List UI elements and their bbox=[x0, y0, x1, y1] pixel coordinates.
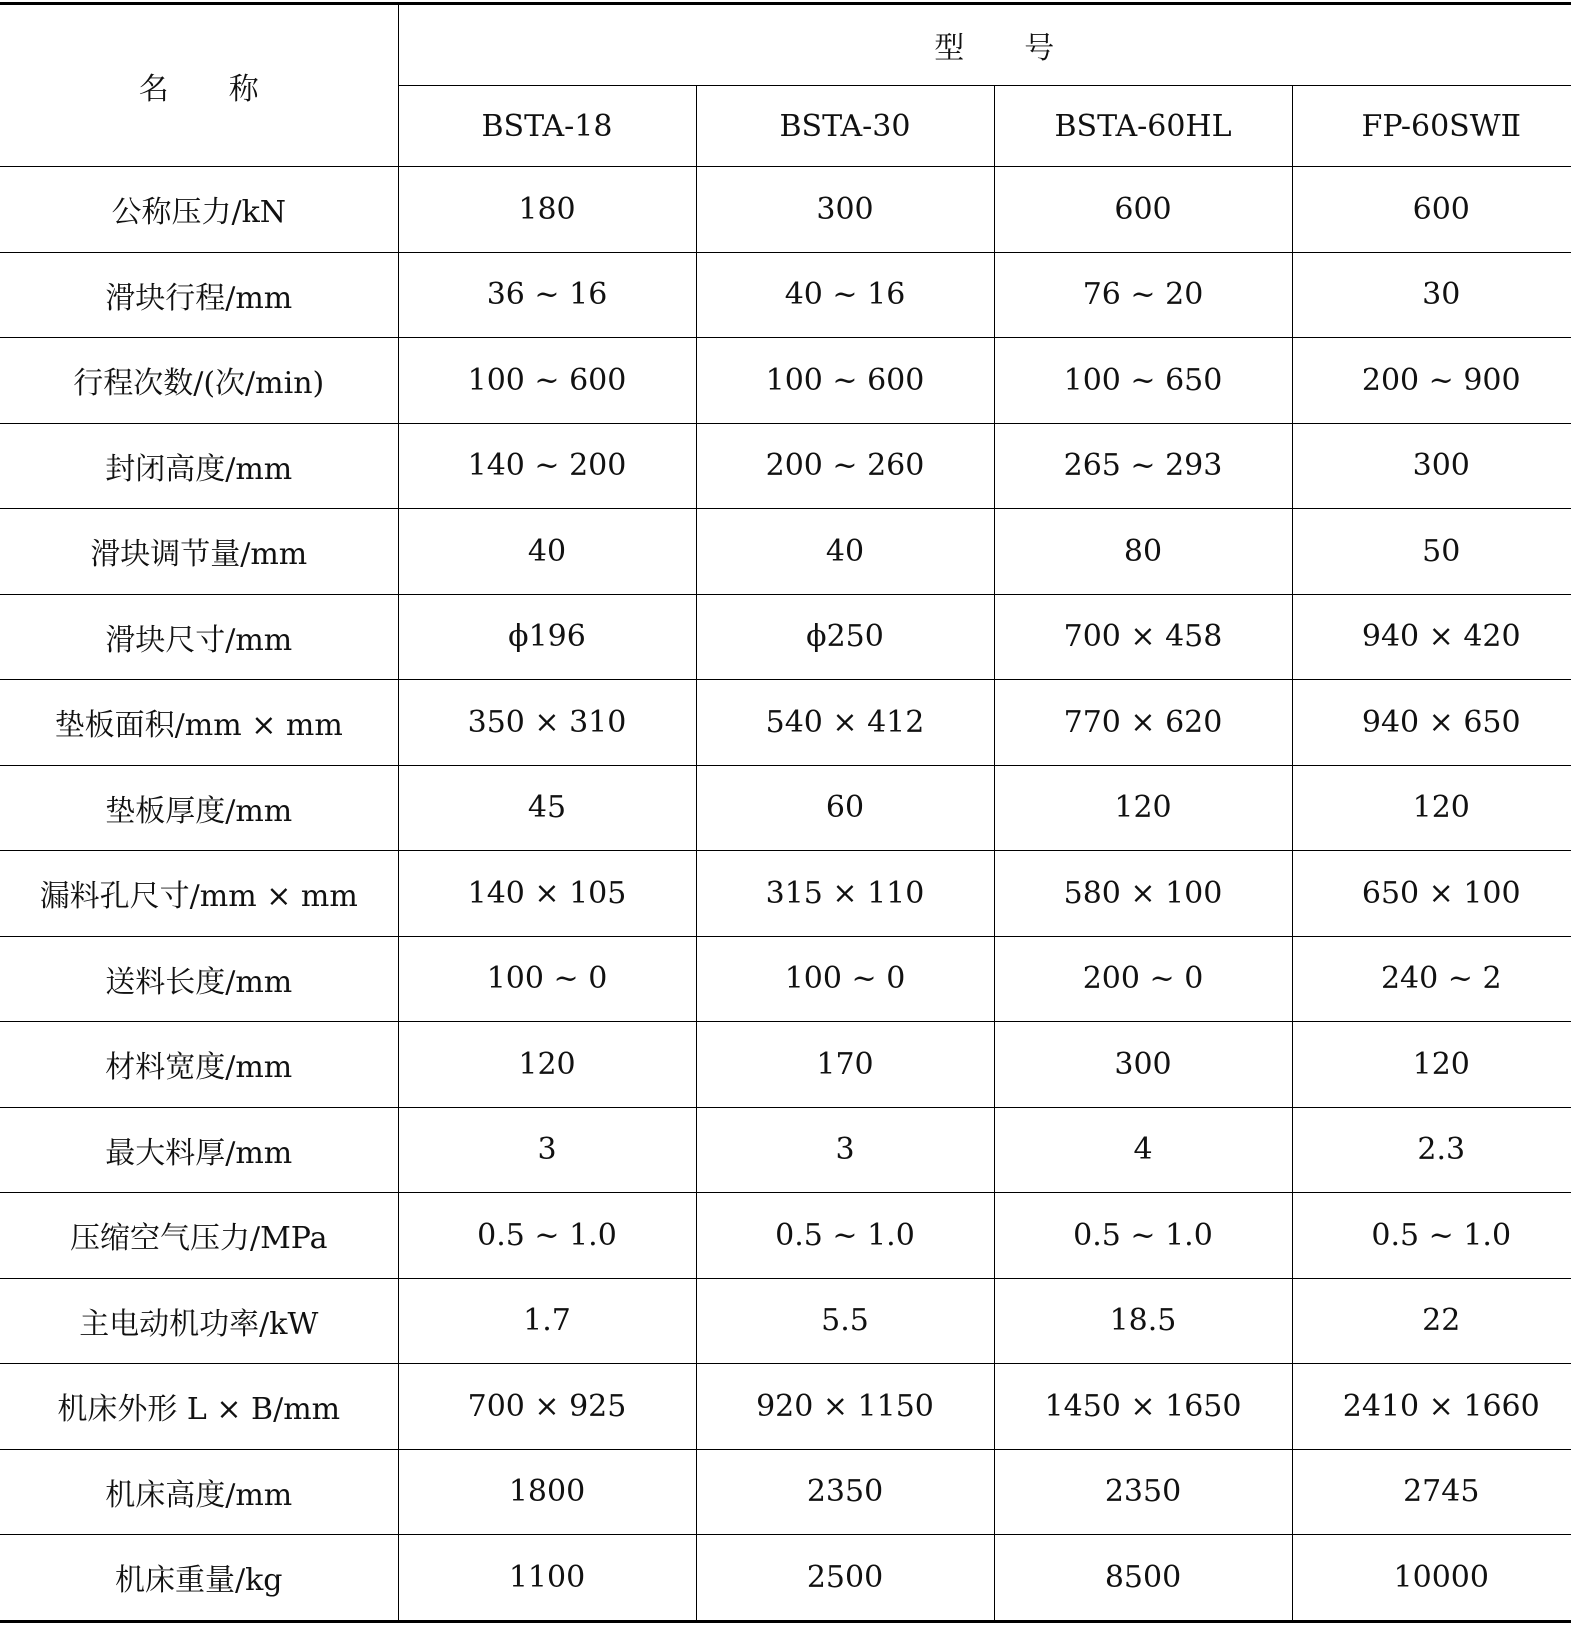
spec-value: 0.5 ~ 1.0 bbox=[994, 1193, 1292, 1279]
spec-value: 80 bbox=[994, 509, 1292, 595]
spec-value: 40 bbox=[398, 509, 696, 595]
spec-value: 2500 bbox=[696, 1535, 994, 1622]
spec-value: 920 × 1150 bbox=[696, 1364, 994, 1450]
spec-value: 10000 bbox=[1292, 1535, 1571, 1622]
spec-value: 120 bbox=[1292, 1022, 1571, 1108]
spec-value: 45 bbox=[398, 765, 696, 851]
spec-value: 1100 bbox=[398, 1535, 696, 1622]
spec-value: ϕ196 bbox=[398, 594, 696, 680]
spec-value: 770 × 620 bbox=[994, 680, 1292, 766]
table-body bbox=[0, 167, 1571, 1622]
spec-value: 22 bbox=[1292, 1278, 1571, 1364]
name-column-header: 名 称 bbox=[0, 4, 398, 167]
spec-value: 120 bbox=[994, 765, 1292, 851]
row-label: 垫板面积/mm × mm bbox=[0, 680, 398, 766]
table-row bbox=[0, 1364, 1571, 1450]
spec-value: 76 ~ 20 bbox=[994, 252, 1292, 338]
table-row bbox=[0, 1022, 1571, 1108]
spec-value: 140 ~ 200 bbox=[398, 423, 696, 509]
row-label: 送料长度/mm bbox=[0, 936, 398, 1022]
spec-value: 2.3 bbox=[1292, 1107, 1571, 1193]
row-label: 压缩空气压力/MPa bbox=[0, 1193, 398, 1279]
spec-value: 0.5 ~ 1.0 bbox=[1292, 1193, 1571, 1279]
spec-value: 50 bbox=[1292, 509, 1571, 595]
row-label: 行程次数/(次/min) bbox=[0, 338, 398, 424]
row-label: 机床重量/kg bbox=[0, 1535, 398, 1622]
spec-value: 200 ~ 260 bbox=[696, 423, 994, 509]
spec-value: 100 ~ 650 bbox=[994, 338, 1292, 424]
model-group-header: 型 号 bbox=[398, 4, 1571, 86]
row-label: 垫板厚度/mm bbox=[0, 765, 398, 851]
row-label: 主电动机功率/kW bbox=[0, 1278, 398, 1364]
press-spec-table bbox=[0, 2, 1571, 1623]
spec-value: 8500 bbox=[994, 1535, 1292, 1622]
spec-value: 100 ~ 600 bbox=[398, 338, 696, 424]
spec-value: 100 ~ 600 bbox=[696, 338, 994, 424]
model-header-bsta-60hl: BSTA-60HL bbox=[994, 86, 1292, 167]
header-row-1 bbox=[0, 4, 1571, 86]
table-row bbox=[0, 1193, 1571, 1279]
table-row bbox=[0, 338, 1571, 424]
spec-value: 40 bbox=[696, 509, 994, 595]
table-row bbox=[0, 1535, 1571, 1622]
spec-value: 18.5 bbox=[994, 1278, 1292, 1364]
row-label: 封闭高度/mm bbox=[0, 423, 398, 509]
spec-value: 2410 × 1660 bbox=[1292, 1364, 1571, 1450]
row-label: 机床高度/mm bbox=[0, 1449, 398, 1535]
table-row bbox=[0, 509, 1571, 595]
spec-value: 140 × 105 bbox=[398, 851, 696, 937]
spec-value: 700 × 925 bbox=[398, 1364, 696, 1450]
spec-value: 200 ~ 0 bbox=[994, 936, 1292, 1022]
row-label: 滑块尺寸/mm bbox=[0, 594, 398, 680]
spec-value: 700 × 458 bbox=[994, 594, 1292, 680]
spec-value: 315 × 110 bbox=[696, 851, 994, 937]
spec-value: 300 bbox=[696, 167, 994, 253]
spec-value: 3 bbox=[696, 1107, 994, 1193]
spec-value: 2350 bbox=[696, 1449, 994, 1535]
spec-value: 170 bbox=[696, 1022, 994, 1108]
table-row bbox=[0, 680, 1571, 766]
table-row bbox=[0, 1449, 1571, 1535]
spec-value: 200 ~ 900 bbox=[1292, 338, 1571, 424]
spec-value: 540 × 412 bbox=[696, 680, 994, 766]
spec-value: 100 ~ 0 bbox=[398, 936, 696, 1022]
spec-value: 60 bbox=[696, 765, 994, 851]
spec-value: 300 bbox=[994, 1022, 1292, 1108]
row-label: 最大料厚/mm bbox=[0, 1107, 398, 1193]
spec-value: 3 bbox=[398, 1107, 696, 1193]
table-row bbox=[0, 1278, 1571, 1364]
spec-value: 600 bbox=[994, 167, 1292, 253]
spec-value: 600 bbox=[1292, 167, 1571, 253]
table-row bbox=[0, 594, 1571, 680]
row-label: 滑块行程/mm bbox=[0, 252, 398, 338]
spec-value: 350 × 310 bbox=[398, 680, 696, 766]
row-label: 材料宽度/mm bbox=[0, 1022, 398, 1108]
spec-value: 40 ~ 16 bbox=[696, 252, 994, 338]
model-header-bsta-18: BSTA-18 bbox=[398, 86, 696, 167]
spec-value: 580 × 100 bbox=[994, 851, 1292, 937]
table-row bbox=[0, 252, 1571, 338]
spec-value: 265 ~ 293 bbox=[994, 423, 1292, 509]
spec-value: 100 ~ 0 bbox=[696, 936, 994, 1022]
table-row bbox=[0, 765, 1571, 851]
spec-value: 0.5 ~ 1.0 bbox=[398, 1193, 696, 1279]
spec-value: 180 bbox=[398, 167, 696, 253]
spec-value: 1450 × 1650 bbox=[994, 1364, 1292, 1450]
spec-value: 120 bbox=[1292, 765, 1571, 851]
spec-value: 940 × 650 bbox=[1292, 680, 1571, 766]
spec-value: 940 × 420 bbox=[1292, 594, 1571, 680]
table-row bbox=[0, 851, 1571, 937]
spec-value: 1.7 bbox=[398, 1278, 696, 1364]
spec-value: 120 bbox=[398, 1022, 696, 1108]
row-label: 漏料孔尺寸/mm × mm bbox=[0, 851, 398, 937]
spec-value: 5.5 bbox=[696, 1278, 994, 1364]
row-label: 滑块调节量/mm bbox=[0, 509, 398, 595]
spec-value: 0.5 ~ 1.0 bbox=[696, 1193, 994, 1279]
model-header-bsta-30: BSTA-30 bbox=[696, 86, 994, 167]
spec-value: 2350 bbox=[994, 1449, 1292, 1535]
spec-value: 30 bbox=[1292, 252, 1571, 338]
row-label: 机床外形 L × B/mm bbox=[0, 1364, 398, 1450]
spec-value: 300 bbox=[1292, 423, 1571, 509]
spec-value: 650 × 100 bbox=[1292, 851, 1571, 937]
row-label: 公称压力/kN bbox=[0, 167, 398, 253]
table-row bbox=[0, 936, 1571, 1022]
spec-value: 2745 bbox=[1292, 1449, 1571, 1535]
model-header-fp-60sw2: FP-60SWⅡ bbox=[1292, 86, 1571, 167]
table-header bbox=[0, 4, 1571, 167]
spec-value: 240 ~ 2 bbox=[1292, 936, 1571, 1022]
table-row bbox=[0, 1107, 1571, 1193]
spec-value: 1800 bbox=[398, 1449, 696, 1535]
table-row bbox=[0, 167, 1571, 253]
spec-value: ϕ250 bbox=[696, 594, 994, 680]
spec-value: 4 bbox=[994, 1107, 1292, 1193]
table-row bbox=[0, 423, 1571, 509]
spec-value: 36 ~ 16 bbox=[398, 252, 696, 338]
